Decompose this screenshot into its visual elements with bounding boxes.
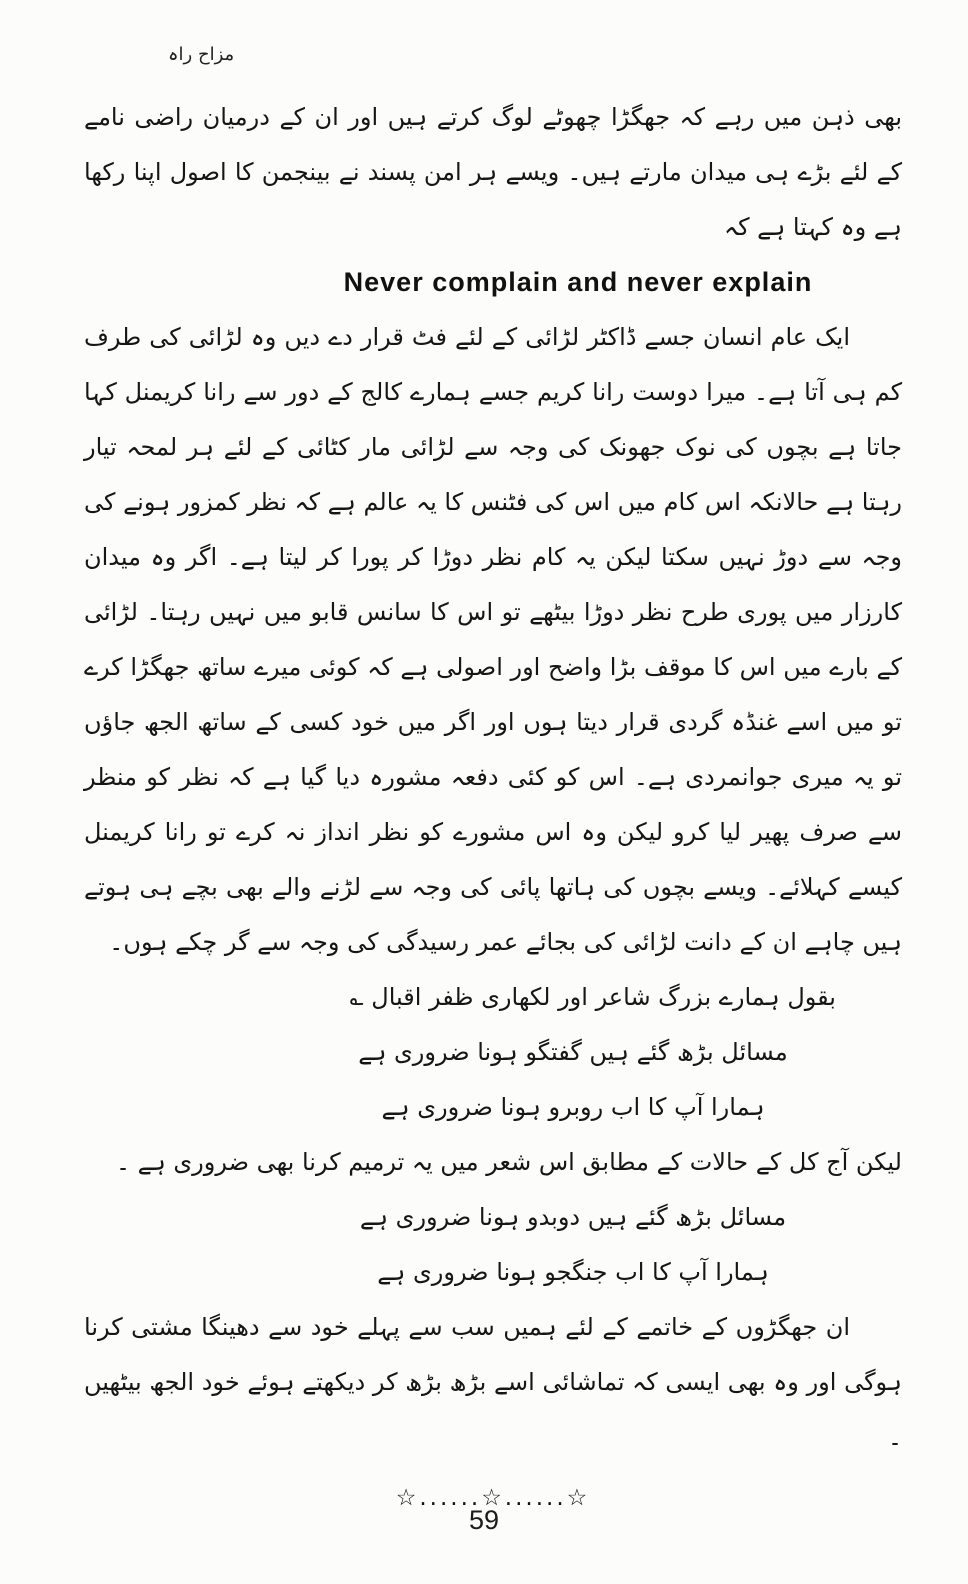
couplet2-line1: مسائل بڑھ گئے ہیں دوبدو ہونا ضروری ہے xyxy=(359,1203,787,1231)
english-quote: Never complain and never explain xyxy=(343,267,813,297)
paragraph-intro: بھی ذہن میں رہے کہ جھگڑا چھوٹے لوگ کرتے ہیں اور ان کے درمیان راضی نامے کے لئے بڑے ہی میدان مارتے ہیں۔ ویسے ہر امن پسند نے بینجمن کا اصول اپنا رکھا ہے وہ کہتا ہے کہ xyxy=(84,103,902,241)
page-content xyxy=(84,90,902,1526)
paragraph-closing: ان جھگڑوں کے خاتمے کے لئے ہمیں سب سے پہلے خود سے دھینگا مشتی کرنا ہوگی اور وہ بھی ایسی کہ تماشائی اسے بڑھ بڑھ کر دیکھتے ہوئے خود الجھ بیٹھیں ۔ xyxy=(84,1313,902,1451)
couplet2-line2: ہمارا آپ کا اب جنگجو ہونا ضروری ہے xyxy=(377,1258,769,1286)
couplet1-line1: مسائل بڑھ گئے ہیں گفتگو ہونا ضروری ہے xyxy=(358,1038,788,1066)
section-end-stars: ☆......☆......☆ xyxy=(395,1485,591,1511)
running-head-title: مزاح راہ xyxy=(168,44,235,65)
poet-attribution: بقول ہمارے بزرگ شاعر اور لکھاری ظفر اقبال ؎ xyxy=(349,983,836,1011)
interlude-line: لیکن آج کل کے حالات کے مطابق اس شعر میں یہ ترمیم کرنا بھی ضروری ہے ۔ xyxy=(115,1148,902,1176)
page-number: 59 xyxy=(468,1505,500,1535)
paragraph-main: ایک عام انسان جسے ڈاکٹر لڑائی کے لئے فٹ قرار دے دیں وہ لڑائی کی طرف کم ہی آتا ہے۔ میرا دوست رانا کریم جسے ہمارے کالج کے دور سے رانا کریمنل کہا جاتا ہے بچوں کی نوک جھونک کی وجہ سے لڑائی مار کٹائی کے لئے ہر لمحہ تیار رہتا ہے حالانکہ اس کام میں اس کی فٹنس کا یہ عالم ہے کہ نظر کمزور ہونے کی وجہ سے دوڑ نہیں سکتا لیکن یہ کام نظر دوڑا کر پورا کر لیتا ہے۔ اگر وہ میدان کارزار میں پوری طرح نظر دوڑا بیٹھے تو اس کا سانس قابو میں نہیں رہتا۔ لڑائی کے بارے میں اس کا موقف بڑا واضح اور اصولی ہے کہ کوئی میرے ساتھ جھگڑا کرے تو میں اسے غنڈہ گردی قرار دیتا ہوں اور اگر میں خود کسی کے ساتھ الجھ جاؤں تو یہ میری جوانمردی ہے۔ اس کو کئی دفعہ مشورہ دیا گیا ہے کہ نظر کو منظر سے صرف پھیر لیا کرو لیکن وہ اس مشورے کو نظر انداز نہ کرے تو رانا کریمنل کیسے کہلائے۔ ویسے بچوں کی ہاتھا پائی کی وجہ سے لڑنے والے بھی بچے ہی ہوتے ہیں چاہے ان کے دانت لڑائی کی بجائے عمر رسیدگی کی وجہ سے گر چکے ہوں۔ xyxy=(84,323,902,956)
couplet1-line2: ہمارا آپ کا اب روبرو ہونا ضروری ہے xyxy=(381,1093,765,1121)
